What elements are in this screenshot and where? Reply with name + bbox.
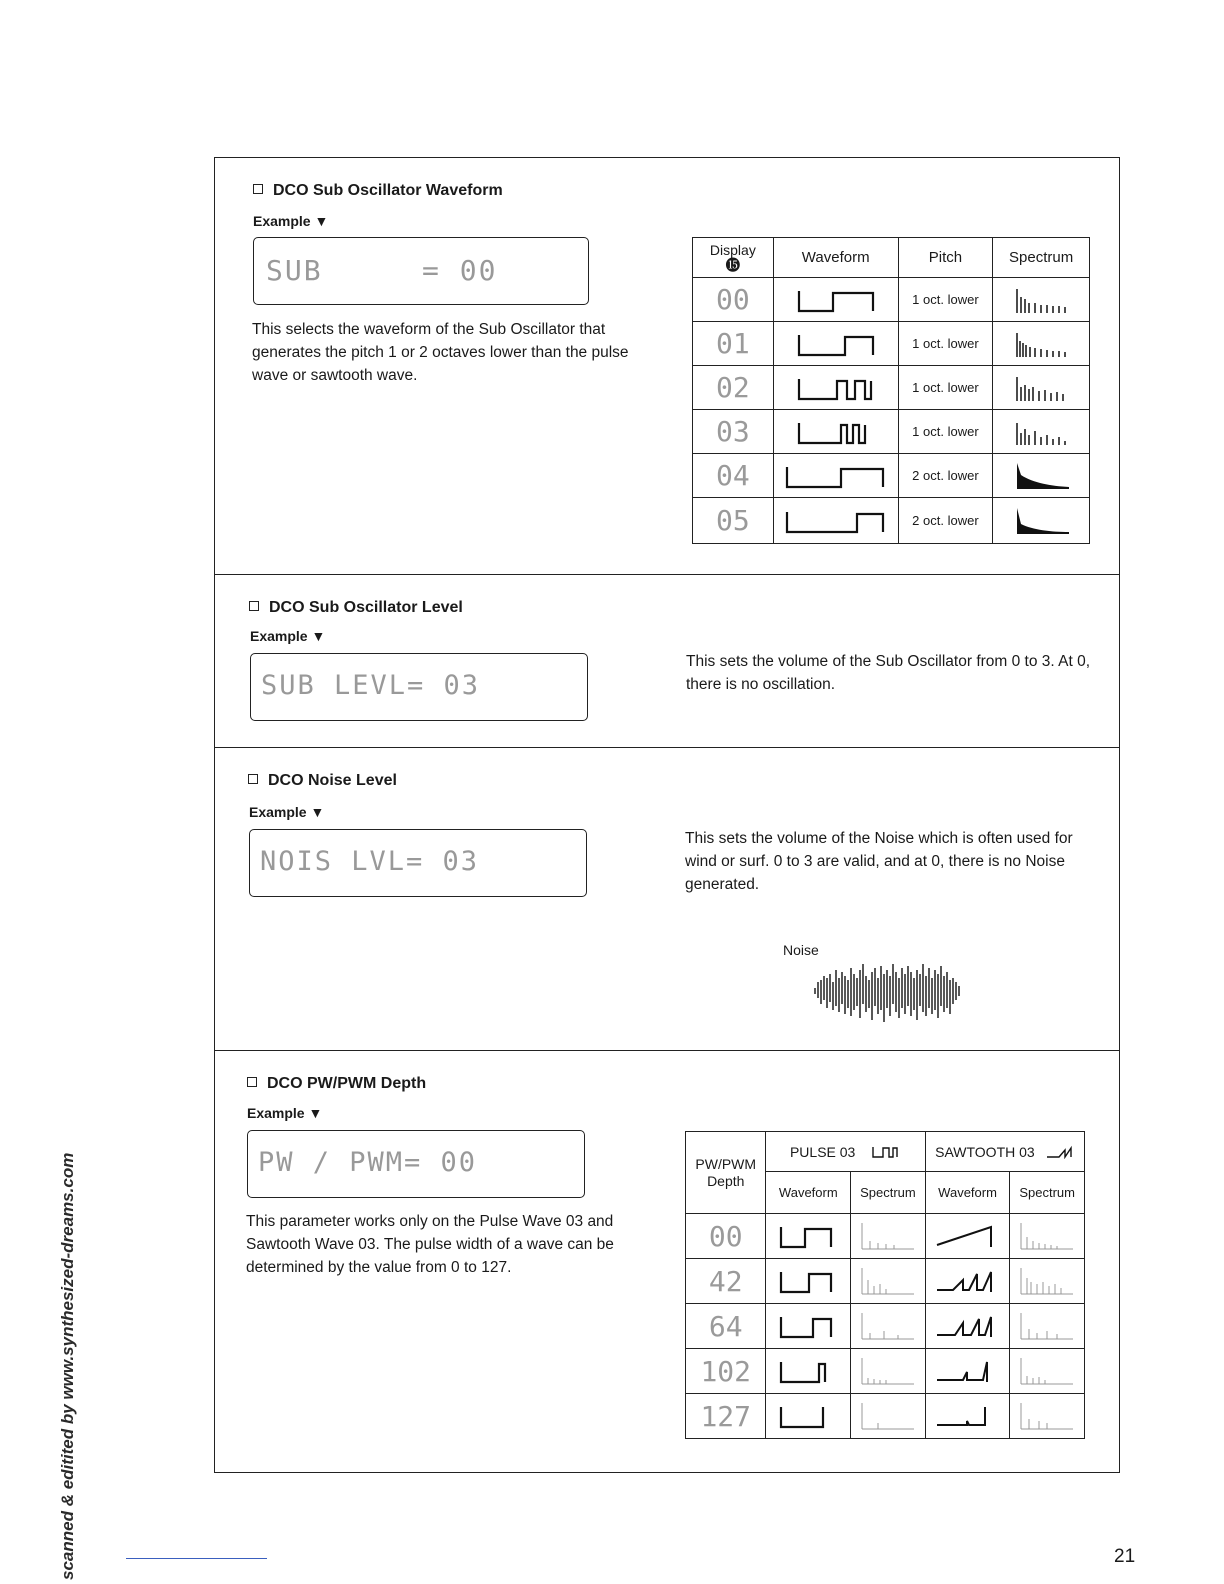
depth-code: 42 xyxy=(686,1259,766,1304)
display-code: 05 xyxy=(693,498,774,544)
header-spectrum: Spectrum xyxy=(993,238,1090,278)
example-label: Example ▼ xyxy=(250,628,326,644)
table-row xyxy=(693,366,1090,410)
depth-code: 64 xyxy=(686,1304,766,1349)
spectrum-cell xyxy=(993,410,1090,454)
circled-15-icon: ⓯ xyxy=(725,256,741,274)
pulse-waveform-icon xyxy=(773,1221,843,1251)
checkbox-icon xyxy=(247,1077,257,1087)
spectrum-icon xyxy=(1017,1311,1077,1341)
pitch-cell: 1 oct. lower xyxy=(898,322,993,366)
pulse-waveform-cell xyxy=(766,1304,851,1349)
section-heading: DCO PW/PWM Depth xyxy=(247,1075,426,1093)
spectrum-icon xyxy=(1011,417,1071,447)
display-code: 02 xyxy=(693,366,774,410)
pulse-waveform-icon xyxy=(773,1311,843,1341)
header-depth: PW/PWM Depth xyxy=(686,1132,766,1214)
pulse-waveform-icon xyxy=(781,461,891,491)
waveform-table xyxy=(692,237,1090,544)
spectrum-icon xyxy=(858,1266,918,1296)
page-frame xyxy=(214,157,1120,1473)
spectrum-icon xyxy=(1017,1356,1077,1386)
table-row xyxy=(686,1214,1085,1259)
header-pitch: Pitch xyxy=(898,238,993,278)
lcd-text: NOIS LVL= 03 xyxy=(260,846,480,877)
saw-spectrum-cell xyxy=(1010,1304,1085,1349)
pulse-waveform-icon xyxy=(871,1145,901,1159)
sawtooth-waveform-icon xyxy=(933,1356,1003,1386)
lcd-display xyxy=(249,829,587,897)
pulse-spectrum-cell xyxy=(851,1349,926,1394)
spectrum-icon xyxy=(1011,329,1071,359)
example-label: Example ▼ xyxy=(249,804,325,820)
header-pulse: PULSE 03 xyxy=(766,1132,925,1172)
subheader-waveform: Waveform xyxy=(925,1172,1010,1214)
waveform-cell xyxy=(773,498,898,544)
saw-waveform-cell xyxy=(925,1349,1010,1394)
pitch-cell: 1 oct. lower xyxy=(898,410,993,454)
example-label: Example ▼ xyxy=(247,1105,323,1121)
spectrum-icon xyxy=(858,1221,918,1251)
spectrum-cell xyxy=(993,322,1090,366)
saw-spectrum-cell xyxy=(1010,1214,1085,1259)
spectrum-icon xyxy=(1011,461,1071,491)
lcd-display xyxy=(253,237,589,305)
display-code: 01 xyxy=(693,322,774,366)
pulse-waveform-icon xyxy=(791,373,881,403)
lcd-text: PW / PWM= 00 xyxy=(258,1147,478,1178)
description: This selects the waveform of the Sub Oscillator that generates the pitch 1 or 2 octaves lower than the pulse wave or sawtooth wave. xyxy=(252,321,629,384)
pitch-cell: 1 oct. lower xyxy=(898,366,993,410)
display-code: 04 xyxy=(693,454,774,498)
section-heading: DCO Sub Oscillator Waveform xyxy=(253,182,503,200)
header-sawtooth: SAWTOOTH 03 xyxy=(925,1132,1084,1172)
pulse-waveform-icon xyxy=(773,1356,843,1386)
pwm-table xyxy=(685,1131,1085,1439)
spectrum-icon xyxy=(1017,1221,1077,1251)
sawtooth-waveform-icon xyxy=(1045,1145,1075,1159)
spectrum-icon xyxy=(1011,506,1071,536)
saw-waveform-cell xyxy=(925,1394,1010,1439)
waveform-cell xyxy=(773,278,898,322)
pitch-cell: 2 oct. lower xyxy=(898,498,993,544)
pulse-waveform-icon xyxy=(791,417,881,447)
spectrum-cell xyxy=(993,498,1090,544)
section-sub-osc-waveform xyxy=(215,158,1119,575)
saw-spectrum-cell xyxy=(1010,1394,1085,1439)
spectrum-cell xyxy=(993,366,1090,410)
spectrum-cell xyxy=(993,278,1090,322)
description: This sets the volume of the Noise which is often used for wind or surf. 0 to 3 are valid, and at 0, there is no Noise generated. xyxy=(685,830,1073,893)
table-row xyxy=(686,1304,1085,1349)
table-row xyxy=(686,1259,1085,1304)
table-header-row xyxy=(693,238,1090,278)
sawtooth-waveform-icon xyxy=(933,1266,1003,1296)
waveform-cell xyxy=(773,322,898,366)
spectrum-icon xyxy=(1017,1266,1077,1296)
section-heading: DCO Noise Level xyxy=(248,772,397,790)
pulse-waveform-cell xyxy=(766,1259,851,1304)
table-row xyxy=(693,498,1090,544)
section-heading: DCO Sub Oscillator Level xyxy=(249,599,463,617)
pulse-spectrum-cell xyxy=(851,1259,926,1304)
subheader-waveform: Waveform xyxy=(766,1172,851,1214)
saw-waveform-cell xyxy=(925,1214,1010,1259)
depth-code: 127 xyxy=(686,1394,766,1439)
pulse-waveform-icon xyxy=(781,506,891,536)
saw-waveform-cell xyxy=(925,1304,1010,1349)
depth-code: 00 xyxy=(686,1214,766,1259)
header-waveform: Waveform xyxy=(773,238,898,278)
spectrum-icon xyxy=(1011,285,1071,315)
sawtooth-waveform-icon xyxy=(933,1401,1003,1431)
spectrum-icon xyxy=(858,1356,918,1386)
sawtooth-waveform-icon xyxy=(933,1311,1003,1341)
waveform-cell xyxy=(773,366,898,410)
table-row xyxy=(693,410,1090,454)
pulse-waveform-cell xyxy=(766,1214,851,1259)
table-row xyxy=(693,322,1090,366)
table-row xyxy=(686,1394,1085,1439)
noise-label: Noise xyxy=(783,942,819,958)
table-row xyxy=(693,454,1090,498)
section-sub-osc-level xyxy=(215,575,1119,748)
checkbox-icon xyxy=(253,184,263,194)
footer-link-line xyxy=(126,1558,267,1559)
spectrum-icon xyxy=(858,1311,918,1341)
spectrum-icon xyxy=(858,1401,918,1431)
sawtooth-waveform-icon xyxy=(933,1221,1003,1251)
description: This parameter works only on the Pulse Wave 03 and Sawtooth Wave 03. The pulse width of a wave can be determined by the value from 0 to 127. xyxy=(246,1213,614,1276)
pulse-waveform-icon xyxy=(773,1401,843,1431)
waveform-cell xyxy=(773,454,898,498)
table-header-row xyxy=(686,1132,1085,1172)
example-label: Example ▼ xyxy=(253,213,329,229)
spectrum-icon xyxy=(1011,373,1071,403)
display-code: 00 xyxy=(693,278,774,322)
saw-spectrum-cell xyxy=(1010,1349,1085,1394)
table-row xyxy=(693,278,1090,322)
subheader-spectrum: Spectrum xyxy=(851,1172,926,1214)
pulse-waveform-cell xyxy=(766,1394,851,1439)
checkbox-icon xyxy=(249,601,259,611)
saw-spectrum-cell xyxy=(1010,1259,1085,1304)
table-row xyxy=(686,1349,1085,1394)
lcd-text-right: = 00 xyxy=(422,254,498,287)
pulse-waveform-icon xyxy=(791,285,881,315)
spectrum-icon xyxy=(1017,1401,1077,1431)
description: This sets the volume of the Sub Oscillator from 0 to 3. At 0, there is no oscillation. xyxy=(686,653,1091,693)
checkbox-icon xyxy=(248,774,258,784)
section-pwm-depth xyxy=(215,1051,1119,1472)
side-watermark-text: scanned & editited by www.synthesized-dreams.com xyxy=(58,1152,77,1580)
spectrum-cell xyxy=(993,454,1090,498)
noise-waveform-icon xyxy=(811,960,967,1026)
pulse-waveform-icon xyxy=(773,1266,843,1296)
pulse-spectrum-cell xyxy=(851,1304,926,1349)
pulse-spectrum-cell xyxy=(851,1214,926,1259)
pulse-spectrum-cell xyxy=(851,1394,926,1439)
display-code: 03 xyxy=(693,410,774,454)
page-number: 21 xyxy=(1114,1546,1136,1567)
depth-code: 102 xyxy=(686,1349,766,1394)
lcd-text-left: SUB xyxy=(266,254,323,287)
lcd-display xyxy=(250,653,588,721)
subheader-spectrum: Spectrum xyxy=(1010,1172,1085,1214)
section-noise-level xyxy=(215,748,1119,1051)
pitch-cell: 1 oct. lower xyxy=(898,278,993,322)
saw-waveform-cell xyxy=(925,1259,1010,1304)
pitch-cell: 2 oct. lower xyxy=(898,454,993,498)
lcd-text: SUB LEVL= 03 xyxy=(261,670,481,701)
header-display: Display ⓯ xyxy=(693,238,774,278)
pulse-waveform-icon xyxy=(791,329,881,359)
pulse-waveform-cell xyxy=(766,1349,851,1394)
lcd-display xyxy=(247,1130,585,1198)
waveform-cell xyxy=(773,410,898,454)
